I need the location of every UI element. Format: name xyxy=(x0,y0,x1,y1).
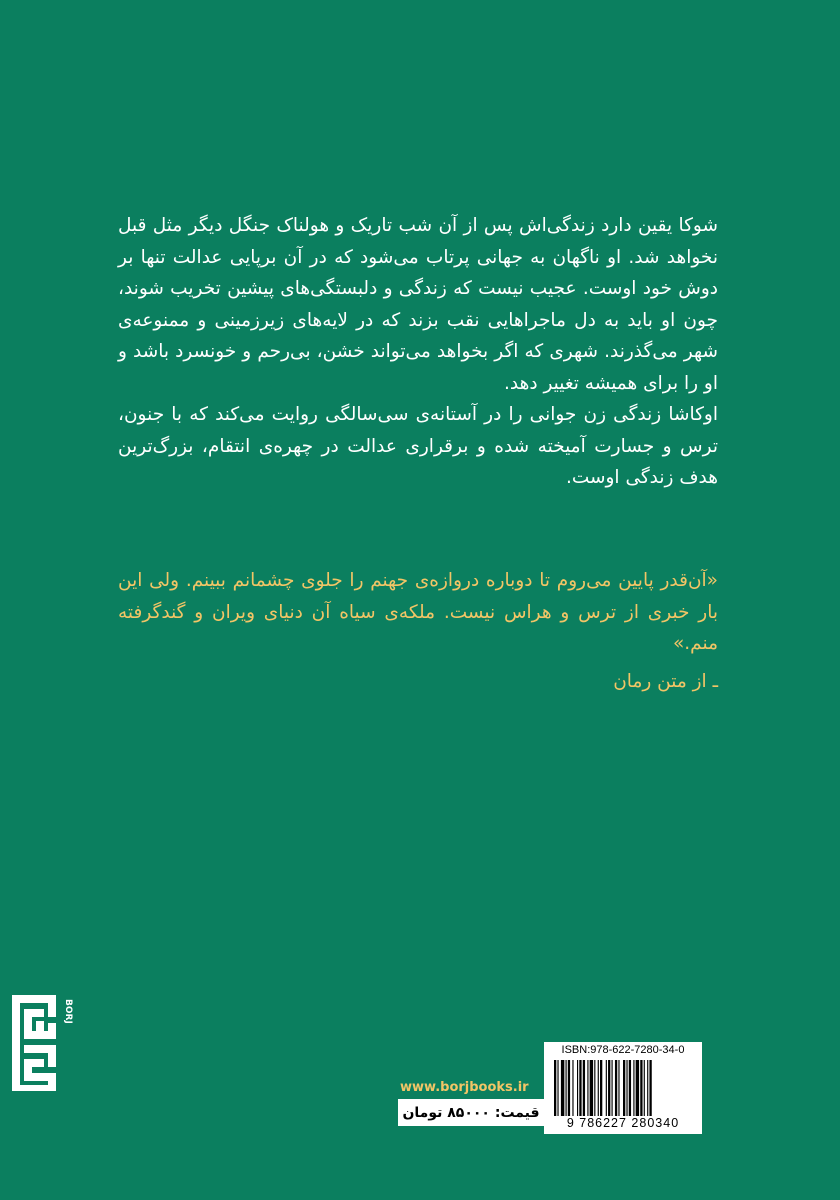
back-cover-blurb xyxy=(118,210,718,494)
barcode-bar xyxy=(579,1060,581,1116)
barcode-bar xyxy=(636,1060,639,1116)
barcode-bar xyxy=(640,1060,642,1116)
barcode-bar xyxy=(626,1060,627,1116)
blurb-paragraph-2: اوکاشا زندگی زن جوانی را در آستانه‌ی سی‌سالگی روایت می‌کند که با جنون، ترس و جسارت آمیخته شده و برقراری عدالت در چهره‌ی انتقام، بزرگ‌ترین هدف زندگی اوست. xyxy=(118,404,718,488)
isbn-barcode xyxy=(544,1042,702,1134)
barcode-bar xyxy=(566,1060,567,1116)
barcode-bar xyxy=(554,1060,556,1116)
barcode-bar xyxy=(623,1060,625,1116)
barcode-bar xyxy=(600,1060,602,1116)
quote-text: «آن‌قدر پایین می‌روم تا دوباره دروازه‌ی جهنم را جلوی چشمانم ببینم. ولی این بار خبری از ترس و هراس نیست. ملکه‌ی سیاه آن دنیای ویران و گندگرفته منم.» xyxy=(118,570,718,654)
barcode-bar xyxy=(587,1060,588,1116)
barcode-bar xyxy=(577,1060,578,1116)
publisher-logo xyxy=(8,993,78,1093)
barcode-bar xyxy=(561,1060,564,1116)
barcode-bar xyxy=(572,1060,573,1116)
isbn-text: ISBN:978-622-7280-34-0 xyxy=(561,1044,685,1056)
barcode-bar xyxy=(612,1060,613,1116)
barcode-bar xyxy=(598,1060,599,1116)
barcode-bar xyxy=(583,1060,585,1116)
barcode-icon xyxy=(554,1060,692,1116)
blurb-paragraph-1: شوکا یقین دارد زندگی‌اش پس از آن شب تاریک و هولناک جنگل دیگر مثل قبل نخواهد شد. او ناگهان به جهانی پرتاب می‌شود که در آن برپایی عدالت تنها بر دوش خود اوست. عجیب نیست که زندگی و دلبستگی‌های پیشین تخریب شوند، چون او باید به دل ماجراهایی نقب بزند که در لایه‌های زیرزمینی و ممنوعه‌ی شهر می‌گذرند. شهری که اگر بخواهد می‌تواند خشن، بی‌رحم و خونسرد باشد و او را برای همیشه تغییر دهد. xyxy=(118,215,718,394)
novel-quote xyxy=(118,565,718,697)
barcode-bar xyxy=(629,1060,631,1116)
barcode-digits: 9 786227 280340 xyxy=(566,1116,680,1130)
quote-source: ـ از متن رمان xyxy=(613,670,718,692)
logo-text: BORJ xyxy=(63,999,73,1024)
barcode-bar xyxy=(608,1060,610,1116)
barcode-bar xyxy=(568,1060,570,1116)
price-label: قیمت: ۸۵۰۰۰ تومان xyxy=(398,1099,544,1126)
barcode-bar xyxy=(594,1060,595,1116)
barcode-bar xyxy=(606,1060,607,1116)
barcode-bar xyxy=(590,1060,593,1116)
publisher-website[interactable]: www.borjbooks.ir xyxy=(400,1080,529,1095)
barcode-bar xyxy=(615,1060,617,1116)
barcode-bar xyxy=(647,1060,648,1116)
barcode-bar xyxy=(633,1060,634,1116)
barcode-bar xyxy=(644,1060,645,1116)
borj-logo-icon xyxy=(8,993,78,1093)
barcode-bar xyxy=(649,1060,651,1116)
barcode-bar xyxy=(557,1060,558,1116)
barcode-bar xyxy=(618,1060,619,1116)
